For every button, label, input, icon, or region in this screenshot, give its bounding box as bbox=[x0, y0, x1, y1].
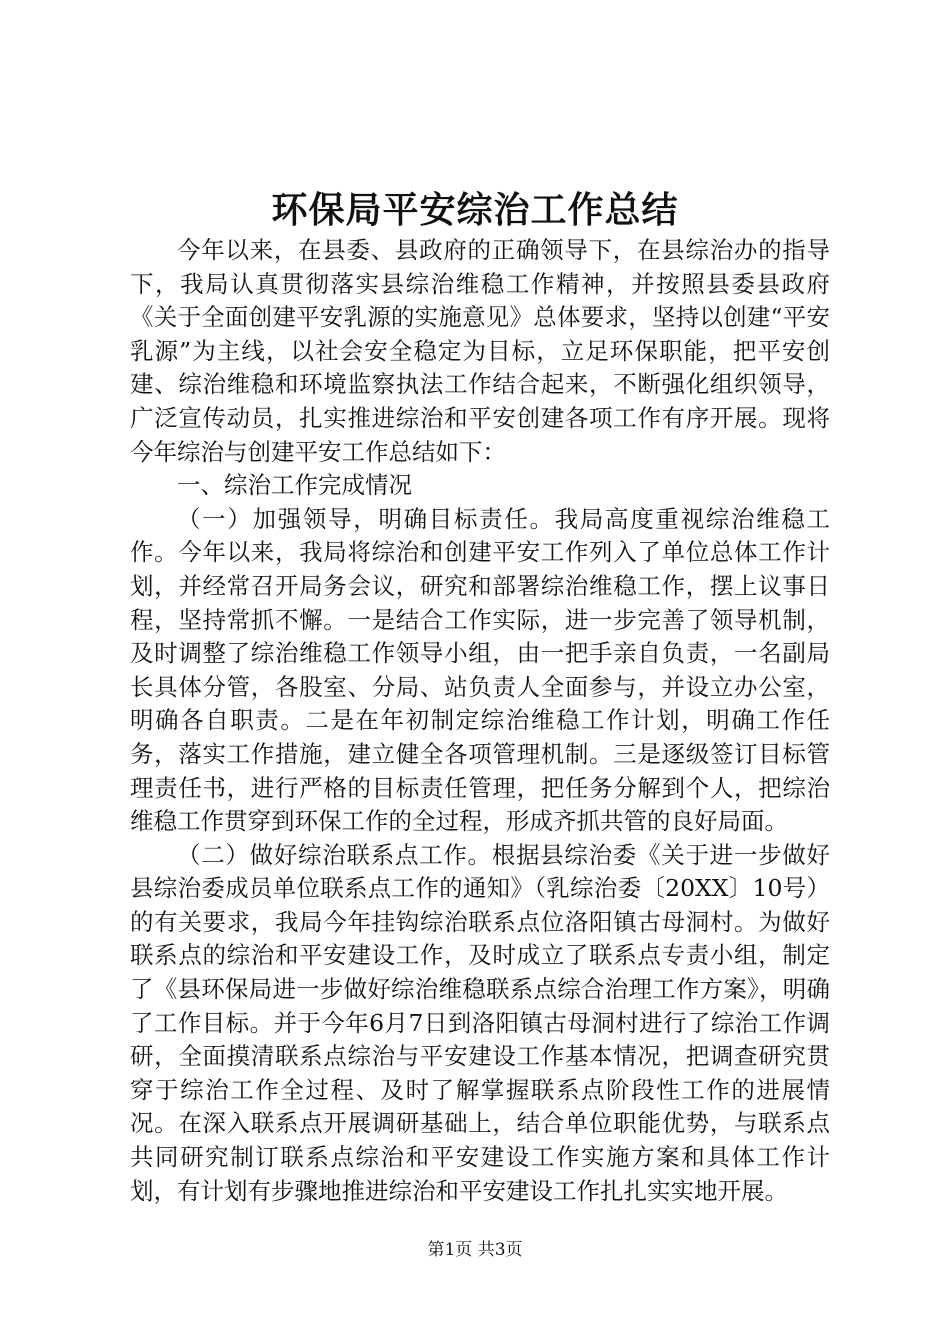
section-heading: 一、综治工作完成情况 bbox=[177, 471, 412, 500]
document-title: 环保局平安综治工作总结 bbox=[271, 189, 679, 231]
intro-paragraph: 今年以来，在县委、县政府的正确领导下，在县综治办的指导下，我局认真贯彻落实县综治维稳工作精神，并按照县委县政府《关于全面创建平安乳源的实施意见》总体要求，坚持以创建“平安乳源”为主线，以社会安全稳定为目标，立足环保职能，把平安创建、综治维稳和环境监察执法工作结合起来，不断强化组织领导，广泛宣传动员，扎实推进综治和平安创建各项工作有序开展。现将今年综治与创建平安工作总结如下： bbox=[130, 236, 830, 466]
subsection-paragraph-1: （一）加强领导，明确目标责任。我局高度重视综治维稳工作。今年以来，我局将综治和创建平安工作列入了单位总体工作计划，并经常召开局务会议，研究和部署综治维稳工作，摆上议事日程，坚持常抓不懈。一是结合工作实际，进一步完善了领导机制，及时调整了综治维稳工作领导小组，由一把手亲自负责，一名副局长具体分管，各股室、分局、站负责人全面参与，并设立办公室，明确各自职责。二是在年初制定综治维稳工作计划，明确工作任务，落实工作措施，建立健全各项管理机制。三是逐级签订目标管理责任书，进行严格的目标责任管理，把任务分解到个人，把综治维稳工作贯穿到环保工作的全过程，形成齐抓共管的良好局面。 bbox=[130, 504, 830, 836]
page-footer: 第1页 共3页 bbox=[427, 1240, 523, 1260]
subsection-paragraph-2: （二）做好综治联系点工作。根据县综治委《关于进一步做好县综治委成员单位联系点工作的通知》（乳综治委〔20XX〕10号）的有关要求，我局今年挂钩综治联系点位洛阳镇古母洞村。为做好联系点的综治和平安建设工作，及时成立了联系点专责小组，制定了《县环保局进一步做好综治维稳联系点综合治理工作方案》，明确了工作目标。并于今年6月7日到洛阳镇古母洞村进行了综治工作调研，全面摸清联系点综治与平安建设工作基本情况，把调查研究贯穿于综治工作全过程、及时了解掌握联系点阶段性工作的进展情况。在深入联系点开展调研基础上，结合单位职能优势，与联系点共同研究制订联系点综治和平安建设工作实施方案和具体工作计划，有计划有步骤地推进综治和平安建设工作扎扎实实地开展。 bbox=[130, 840, 830, 1205]
document-body bbox=[130, 234, 830, 1208]
